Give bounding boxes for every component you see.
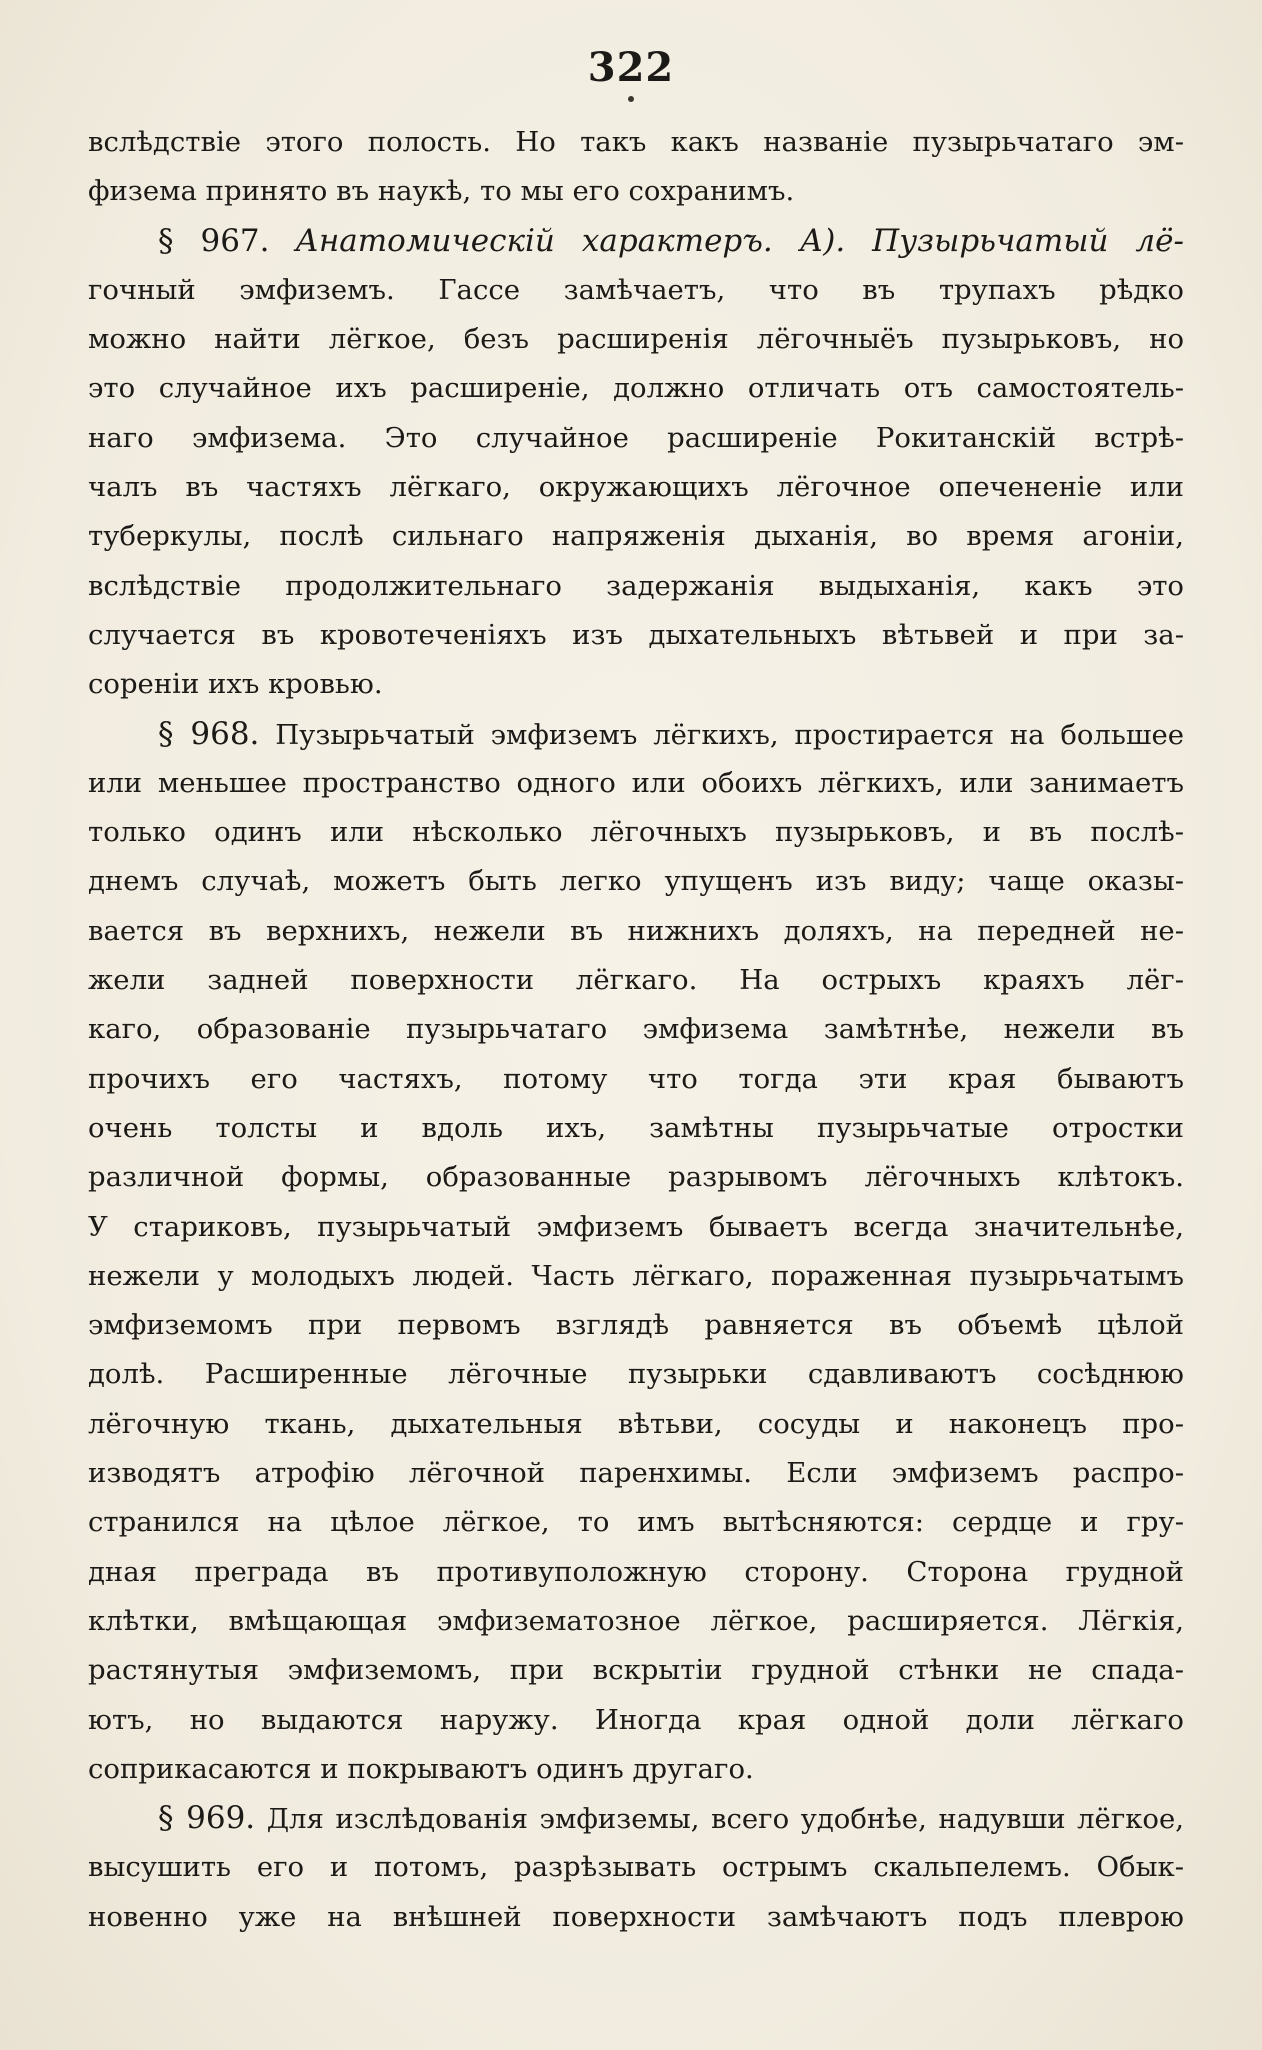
text-line: У стариковъ, пузырьчатый эмфиземъ бываетъ всегда значительнѣе,	[88, 1210, 1184, 1243]
text-line: различной формы, образованные разрывомъ лёгочныхъ клѣтокъ.	[88, 1161, 1184, 1194]
text-line: туберкулы, послѣ сильнаго напряженія дыханія, во время агоніи,	[88, 520, 1184, 553]
body-text	[88, 118, 1184, 1942]
text-line: эмфиземомъ при первомъ взглядѣ равняется въ объемѣ цѣлой	[88, 1309, 1184, 1342]
text-line: это случайное ихъ расширеніе, должно отличать отъ самостоятель-	[88, 372, 1184, 405]
text-line: растянутыя эмфиземомъ, при вскрытіи грудной стѣнки не спада-	[88, 1654, 1184, 1687]
text-line: очень толсты и вдоль ихъ, замѣтны пузырьчатые отростки	[88, 1111, 1184, 1144]
text-line: чалъ въ частяхъ лёгкаго, окружающихъ лёгочное опечененіе или	[88, 471, 1184, 504]
paragraph-heading-967: Анатомическій характеръ. А). Пузырьчатый лё-	[295, 222, 1184, 259]
page-number-dot	[628, 96, 634, 102]
text-line-first	[88, 217, 1184, 266]
text-line: странился на цѣлое лёгкое, то имъ вытѣсняются: сердце и гру-	[88, 1506, 1184, 1539]
text-line: или меньшее пространство одного или обоихъ лёгкихъ, или занимаетъ	[88, 766, 1184, 799]
text-line: гочный эмфиземъ. Гассе замѣчаетъ, что въ трупахъ рѣдко	[88, 273, 1184, 306]
text-line: высушить его и потомъ, разрѣзывать острымъ скальпелемъ. Обык-	[88, 1851, 1184, 1884]
text-line: новенно уже на внѣшней поверхности замѣчаютъ подъ плеврою	[88, 1900, 1184, 1933]
text-line: днемъ случаѣ, можетъ быть легко упущенъ изъ виду; чаще оказы-	[88, 865, 1184, 898]
text-line-first	[88, 710, 1184, 759]
text-line: жели задней поверхности лёгкаго. На острыхъ краяхъ лёг-	[88, 964, 1184, 997]
text-line: лёгочную ткань, дыхательныя вѣтьви, сосуды и наконецъ про-	[88, 1407, 1184, 1440]
text-line: ютъ, но выдаются наружу. Иногда края одной доли лёгкаго	[88, 1703, 1184, 1736]
text-line-first	[88, 1794, 1184, 1843]
text-line: наго эмфизема. Это случайное расширеніе Рокитанскій встрѣ-	[88, 421, 1184, 454]
text-line: соприкасаются и покрываютъ одинъ другаго.	[88, 1752, 754, 1785]
text-line: клѣтки, вмѣщающая эмфизематозное лёгкое, расширяется. Лёгкія,	[88, 1604, 1184, 1637]
text-line: можно найти лёгкое, безъ расширенія лёгочныёъ пузырьковъ, но	[88, 323, 1184, 356]
text-line: каго, образованіе пузырьчатаго эмфизема замѣтнѣе, нежели въ	[88, 1013, 1184, 1046]
text-line: сореніи ихъ кровью.	[88, 668, 383, 701]
text-line: вслѣдствіе продолжительнаго задержанія выдыханія, какъ это	[88, 569, 1184, 602]
text-line: прочихъ его частяхъ, потому что тогда эти края бываютъ	[88, 1062, 1184, 1095]
text-line-first-content: Для изслѣдованія эмфиземы, всего удобнѣе, надувши лёгкое,	[266, 1803, 1184, 1836]
section-mark-967: § 967.	[158, 222, 270, 259]
text-line: вслѣдствіе этого полость. Но такъ какъ названіе пузырьчатаго эм-	[88, 126, 1184, 158]
section-mark-969: § 969.	[158, 1800, 256, 1837]
section-mark-968: § 968.	[158, 715, 260, 752]
paragraph-969	[88, 1794, 1184, 1942]
text-line: дная преграда въ противуположную сторону. Сторона грудной	[88, 1555, 1184, 1588]
text-line: изводятъ атрофію лёгочной паренхимы. Если эмфиземъ распро-	[88, 1457, 1184, 1490]
text-line-first-content: Пузырьчатый эмфиземъ лёгкихъ, простирается на большее	[275, 718, 1184, 751]
text-line: физема принято въ наукѣ, то мы его сохранимъ.	[88, 175, 795, 208]
paragraph-968	[88, 710, 1184, 1795]
text-line: случается въ кровотеченіяхъ изъ дыхательныхъ вѣтьвей и при за-	[88, 618, 1184, 651]
paragraph-continuation	[88, 118, 1184, 217]
paragraph-967	[88, 217, 1184, 710]
text-line: долѣ. Расширенные лёгочные пузырьки сдавливаютъ сосѣднюю	[88, 1358, 1184, 1391]
page-number: 322	[587, 44, 675, 91]
text-line: вается въ верхнихъ, нежели въ нижнихъ доляхъ, на передней не-	[88, 914, 1184, 947]
text-line: нежели у молодыхъ людей. Часть лёгкаго, пораженная пузырьчатымъ	[88, 1259, 1184, 1292]
text-line: только одинъ или нѣсколько лёгочныхъ пузырьковъ, и въ послѣ-	[88, 816, 1184, 849]
